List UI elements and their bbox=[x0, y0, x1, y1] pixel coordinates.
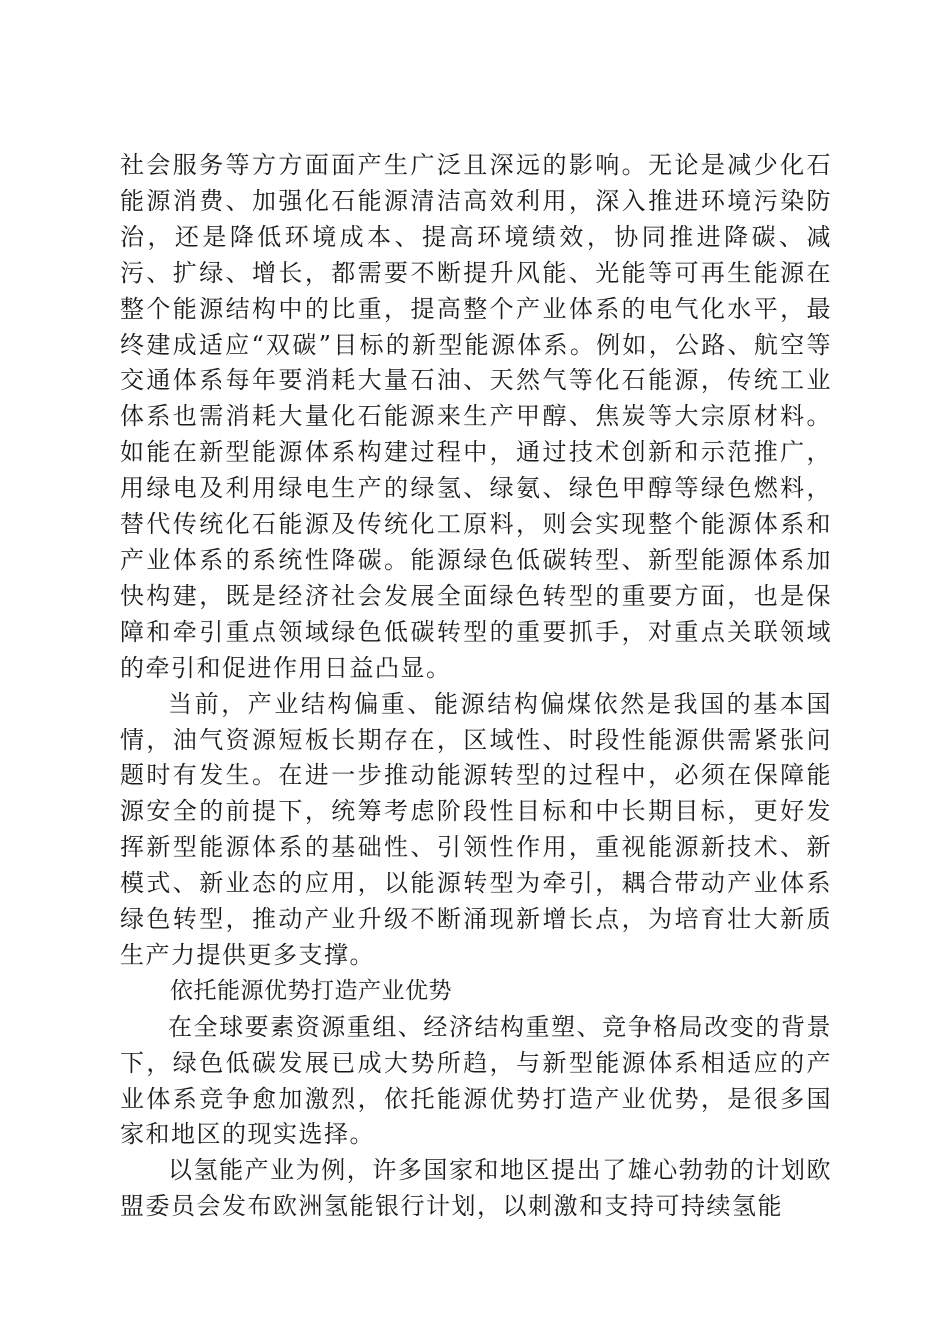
section-heading: 依托能源优势打造产业优势 bbox=[170, 977, 452, 1004]
paragraph-global-context: 在全球要素资源重组、经济结构重塑、竞争格局改变的背景下，绿色低碳发展已成大势所趋，与新型能源体系相适应的产业体系竞争愈加激烈，依托能源优势打造产业优势，是很多国家和地区的现实选择。 bbox=[120, 1012, 832, 1149]
paragraph-hydrogen-example: 以氢能产业为例，许多国家和地区提出了雄心勃勃的计划欧盟委员会发布欧洲氢能银行计划，以刺激和支持可持续氢能 bbox=[120, 1156, 832, 1221]
paragraph-continuation: 社会服务等方方面面产生广泛且深远的影响。无论是减少化石能源消费、加强化石能源清洁高效利用，深入推进环境污染防治，还是降低环境成本、提高环境绩效，协同推进降碳、减污、扩绿、增长，都需要不断提升风能、光能等可再生能源在整个能源结构中的比重，提高整个产业体系的电气化水平，最终建成适应“双碳”目标的新型能源体系。例如，公路、航空等交通体系每年要消耗大量石油、天然气等化石能源，传统工业体系也需消耗大量化石能源来生产甲醇、焦炭等大宗原材料。如能在新型能源体系构建过程中，通过技术创新和示范推广，用绿电及利用绿电生产的绿氢、绿氨、绿色甲醇等绿色燃料，替代传统化石能源及传统化工原料，则会实现整个能源体系和产业体系的系统性降碳。能源绿色低碳转型、新型能源体系加快构建，既是经济社会发展全面绿色转型的重要方面，也是保障和牵引重点领域绿色低碳转型的重要抓手，对重点关联领域的牵引和促进作用日益凸显。 bbox=[120, 151, 832, 682]
paragraph-current-situation: 当前，产业结构偏重、能源结构偏煤依然是我国的基本国情，油气资源短板长期存在，区域性、时段性能源供需紧张问题时有发生。在进一步推动能源转型的过程中，必须在保障能源安全的前提下，统筹考虑阶段性目标和中长期目标，更好发挥新型能源体系的基础性、引领性作用，重视能源新技术、新模式、新业态的应用，以能源转型为牵引，耦合带动产业体系绿色转型，推动产业升级不断涌现新增长点，为培育壮大新质生产力提供更多支撑。 bbox=[120, 689, 832, 969]
document-page bbox=[120, 148, 832, 1225]
